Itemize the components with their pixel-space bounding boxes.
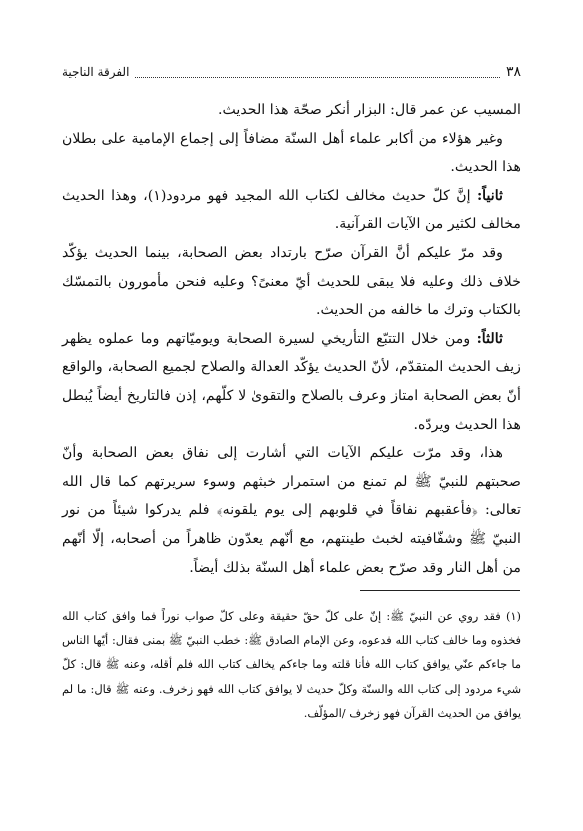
running-title: الفرقة الناجية [62, 65, 130, 79]
paragraph-5-lead: ثالثاً: [476, 330, 503, 347]
paragraph-6: هذا، وقد مرّت عليكم الآيات التي أشارت إلى نفاق بعض الصحابة وأنّ صحبتهم للنبيّ ﷺ لم تمنع من استمرار خبثهم وسوء سريرتهم كما قال الله تعالى: ﴿فأعقبهم نفاقاً في قلوبهم إلى يوم يلقونه﴾ فلم يدركوا شيئاً من نور النبيّ ﷺ وشفّافيته لخبث طينتهم، مع أنّهم يعدّون ظاهراً من أصحابه، إلّا أنّهم من أهل النار وقد صرّح بعض علماء أهل السنّة بذلك أيضاً. [62, 445, 521, 576]
page-number: ٣٨ [505, 64, 521, 80]
header-dot-leader [135, 67, 500, 78]
paragraph-2: وغير هؤلاء من أكابر علماء أهل السنّة مضافاً إلى إجماع الإمامية على بطلان هذا الحديث. [62, 130, 521, 176]
paragraph-5 [62, 325, 521, 439]
paragraph-1: المسيب عن عمر قال: البزار أنكر صحّة هذا الحديث. [217, 102, 521, 118]
paragraph-3 [62, 182, 521, 239]
paragraph-4: وقد مرّ عليكم أنَّ القرآن صرّح بارتداد بعض الصحابة، بينما الحديث يؤكّد خلاف ذلك وعليه فلا يبقى للحديث أيّ معنىً؟ وعليه فنحن مأمورون بالتمسّك بالكتاب وترك ما خالفه من الحديث. [62, 244, 521, 319]
main-text [62, 96, 521, 582]
footnotes [62, 604, 521, 725]
page-header [62, 62, 521, 82]
paragraph-5-text: ومن خلال التتبّع التأريخي لسيرة الصحابة ويوميّاتهم وما عملوه يظهر زيف الحديث المتقدّم، لأنّ الحديث يؤكّد العدالة والصلاح لجميع الصحابة، والواقع أنّ بعض الصحابة امتاز وعرف بالصلاح والتقوىٰ لا كلّهم، إذن فالتاريخ أيضاً يُبطل هذا الحديث ويردّه. [62, 330, 521, 433]
paragraph-3-text: إنَّ كلّ حديث مخالف لكتاب الله المجيد فهو مردود(١)، وهذا الحديث مخالف لكثير من الآيات القرآنية. [62, 187, 521, 233]
paragraph-3-lead: ثانياً: [476, 187, 503, 204]
footnote-1: (١) فقد روي عن النبيّ ﷺ: إنّ على كلّ حقّ حقيقة وعلى كلّ صواب نوراً فما وافق كتاب الله فخذوه وما خالف كتاب الله فدعوه، وعن الإمام الصادق ﷺ: خطب النبيّ ﷺ بمنى فقال: أيّها الناس ما جاءكم عنّي يوافق كتاب الله فأنا قلته وما جاءكم يخالف كتاب الله فلم أقله، وعنه ﷺ قال: كلّ شيء مردود إلى كتاب الله والسنّة وكلّ حديث لا يوافق كتاب الله فهو زخرف. وعنه ﷺ قال: ما لم يوافق من الحديث القرآن فهو زخرف /المؤلّف. [62, 609, 521, 720]
footnote-separator [360, 590, 520, 591]
